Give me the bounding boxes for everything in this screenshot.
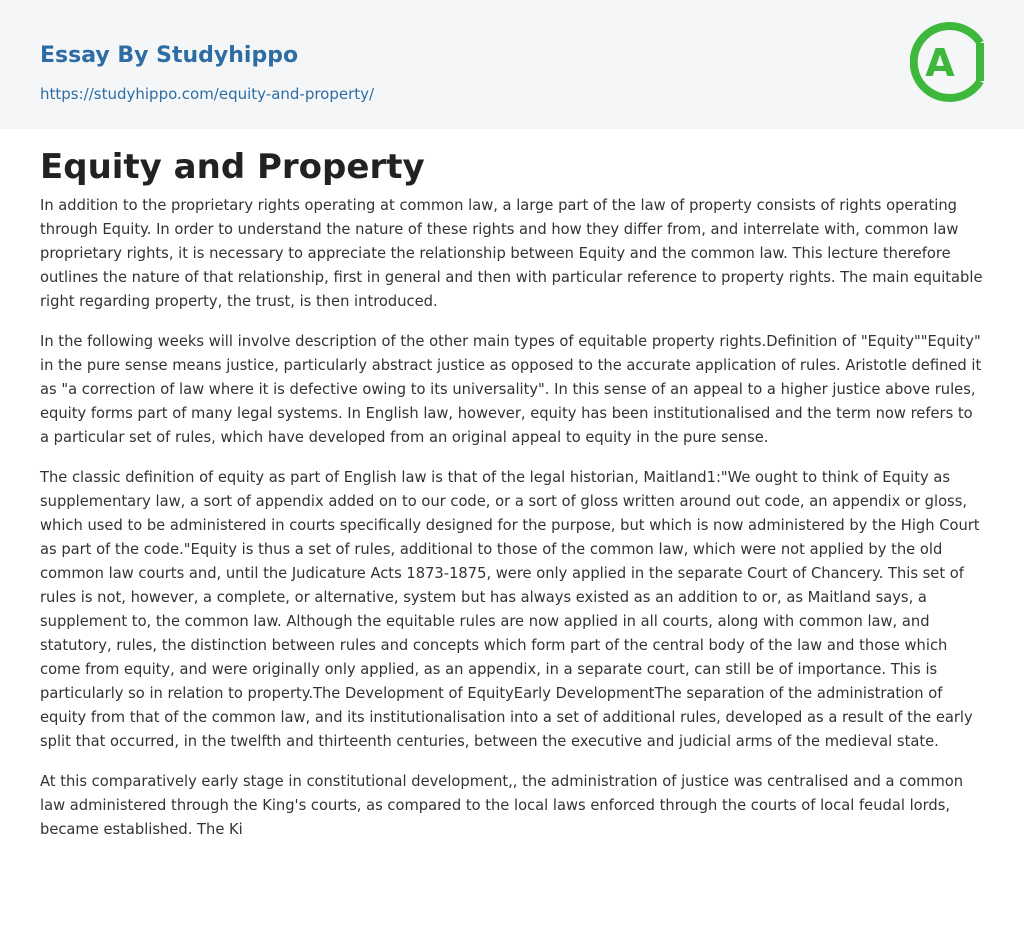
article-paragraph: The classic definition of equity as part of English law is that of the legal historian, Maitland1:"We ought to think of Equity as supplementary law, a sort of appendix added on to our code, or a sort of gloss written around out code, an appendix or gloss, which used to be administered in courts specifically designed for the purpose, but which is now administered by the High Court as part of the code."Equity is thus a set of rules, additional to those of the common law, which were not applied by the old common law courts and, until the Judicature Acts 1873-1875, were only applied in the separate Court of Chancery. This set of rules is not, however, a complete, or alternative, system but has always existed as an addition to or, as Maitland says, a supplement to, the common law. Although the equitable rules are now applied in all courts, along with common law, and statutory, rules, the distinction between rules and concepts which form part of the central body of the law and those which come from equity, and were originally only applied, as an appendix, in a separate court, can still be of importance. This is particularly so in relation to property.The Development of EquityEarly DevelopmentThe separation of the administration of equity from that of the common law, and its institutionalisation into a set of additional rules, developed as a result of the early split that occurred, in the twelfth and thirteenth centuries, between the executive and judicial arms of the medieval state. — [40, 469, 980, 750]
site-header — [0, 0, 1024, 129]
page-title: Equity and Property — [40, 147, 425, 187]
brand-title[interactable]: Essay By Studyhippo — [40, 43, 299, 68]
article-paragraph: In addition to the proprietary rights operating at common law, a large part of the law of property consists of rights operating through Equity. In order to understand the nature of these rights and how they differ from, and interrelate with, common law proprietary rights, it is necessary to appreciate the relationship between Equity and the common law. This lecture therefore outlines the nature of that relationship, first in general and then with particular reference to property rights. The main equitable right regarding property, the trust, is then introduced. — [40, 197, 983, 310]
source-url-link[interactable]: https://studyhippo.com/equity-and-property/ — [40, 85, 375, 103]
logo-letter: A — [925, 41, 955, 85]
article-paragraph: In the following weeks will involve description of the other main types of equitable property rights.Definition of "Equity""Equity" in the pure sense means justice, particularly abstract justice as opposed to the accurate application of rules. Aristotle defined it as "a correction of law where it is defective owing to its universality". In this sense of an appeal to a higher justice above rules, equity forms part of many legal systems. In English law, however, equity has been institutionalised and the term now refers to a particular set of rules, which have developed from an original appeal to equity in the pure sense. — [40, 333, 982, 446]
studyhippo-logo-icon[interactable] — [910, 18, 990, 106]
article-body — [40, 194, 984, 858]
article-paragraph: At this comparatively early stage in constitutional development,, the administration of justice was centralised and a common law administered through the King's courts, as compared to the local laws enforced through the courts of local feudal lords, became established. The Ki — [40, 773, 964, 838]
